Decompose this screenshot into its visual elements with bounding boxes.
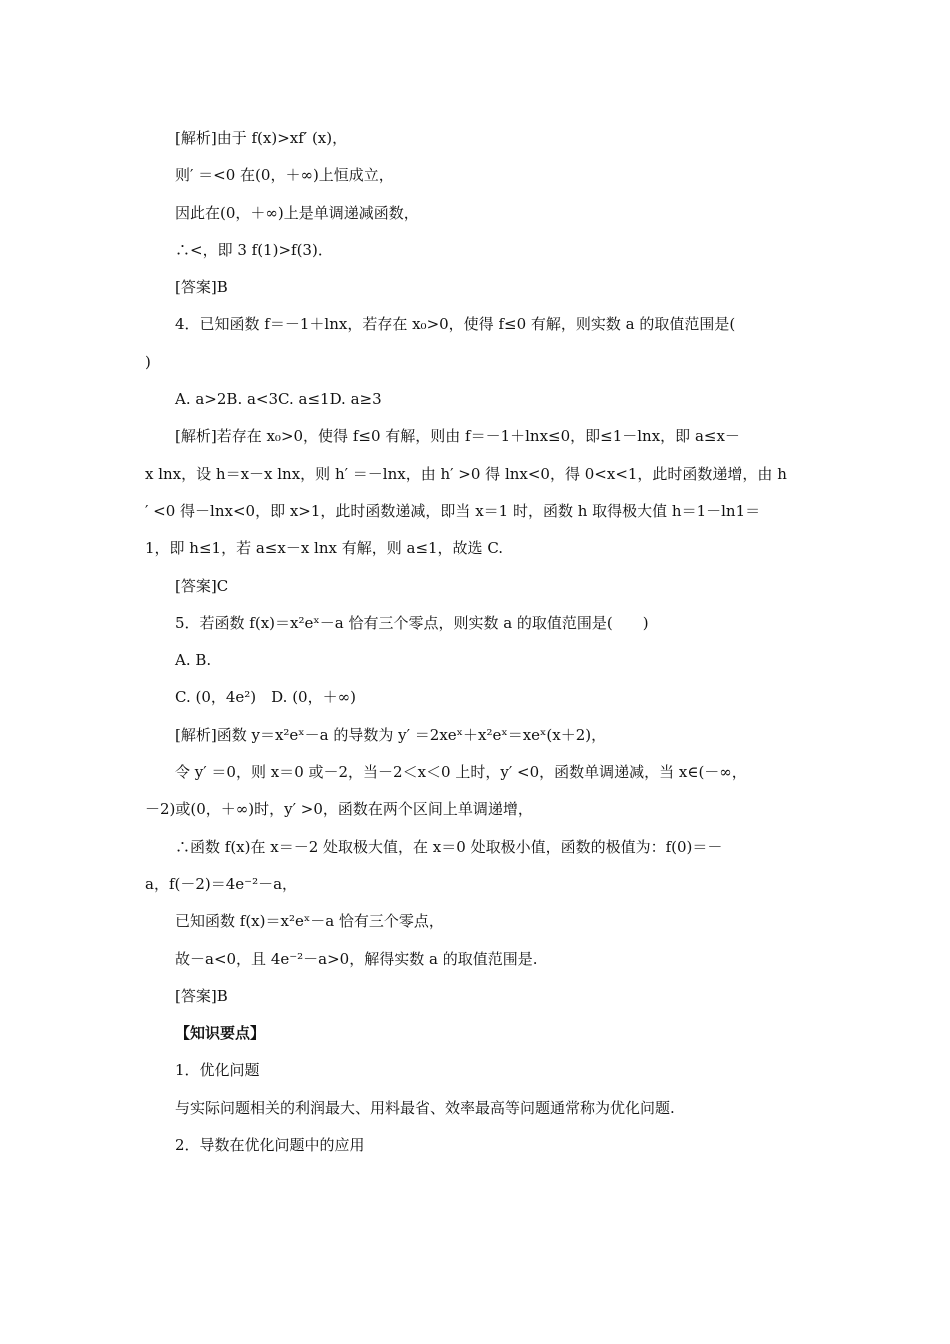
text-line: 与实际问题相关的利润最大、用料最省、效率最高等问题通常称为优化问题.	[175, 1098, 675, 1117]
text-line: a，f(－2)＝4e⁻²－a，	[145, 874, 298, 893]
text-line: [解析]由于 f(x)>xf′ (x)，	[175, 129, 348, 147]
answer-line: [答案]B	[175, 278, 228, 297]
text-line: 故－a<0，且 4e⁻²－a>0，解得实数 a 的取值范围是.	[175, 949, 538, 968]
text-line: 令 y′ ＝0，则 x＝0 或－2，当－2＜x＜0 上时，y′ <0，函数单调递减，当 x∈(－∞，	[175, 763, 747, 782]
text-line: ′ <0 得－lnx<0，即 x>1，此时函数递减，即当 x＝1 时，函数 h 取得极大值 h＝1－ln1＝	[145, 501, 761, 520]
text-line: x lnx，设 h＝x－x lnx，则 h′ ＝－lnx，由 h′ >0 得 lnx<0，得 0<x<1，此时函数递增，由 h	[145, 464, 787, 483]
answer-line: [答案]C	[175, 576, 229, 595]
text-line: 因此在(0，＋∞)上是单调递减函数，	[175, 203, 419, 222]
text-line: [解析]若存在 x₀>0，使得 f≤0 有解，则由 f＝－1＋lnx≤0，即≤1－lnx，即 a≤x－	[175, 427, 740, 446]
text-line: －2)或(0，＋∞)时，y′ >0，函数在两个区间上单调递增，	[145, 800, 533, 819]
section-heading: 【知识要点】	[175, 1024, 266, 1043]
options-line: A. a>2B. a<3C. a≤1D. a≥3	[175, 390, 382, 409]
text-line: [解析]函数 y＝x²eˣ－a 的导数为 y′ ＝2xeˣ＋x²eˣ＝xeˣ(x＋2)，	[175, 725, 607, 744]
subheading: 1．优化问题	[175, 1061, 260, 1080]
options-line: A. B.	[175, 651, 212, 670]
document-page	[145, 120, 810, 1164]
text-line: 1，即 h≤1，若 a≤x－x lnx 有解，则 a≤1，故选 C.	[145, 539, 504, 558]
text-line: )	[145, 352, 151, 371]
question-5: 5．若函数 f(x)＝x²eˣ－a 恰有三个零点，则实数 a 的取值范围是( )	[175, 613, 649, 632]
options-line: C. (0，4e²) D. (0，＋∞)	[175, 688, 356, 707]
answer-line: [答案]B	[175, 986, 228, 1005]
text-line: 则′ ＝<0 在(0，＋∞)上恒成立，	[175, 166, 394, 185]
question-4: 4．已知函数 f＝－1＋lnx，若存在 x₀>0，使得 f≤0 有解，则实数 a 的取值范围是(	[175, 315, 736, 334]
text-line: 已知函数 f(x)＝x²eˣ－a 恰有三个零点，	[175, 912, 444, 931]
subheading: 2．导数在优化问题中的应用	[175, 1136, 365, 1155]
text-line: ∴<，即 3 f(1)>f(3)．	[175, 240, 333, 259]
text-line: ∴函数 f(x)在 x＝－2 处取极大值，在 x＝0 处取极小值，函数的极值为：f(0)＝－	[175, 837, 723, 856]
